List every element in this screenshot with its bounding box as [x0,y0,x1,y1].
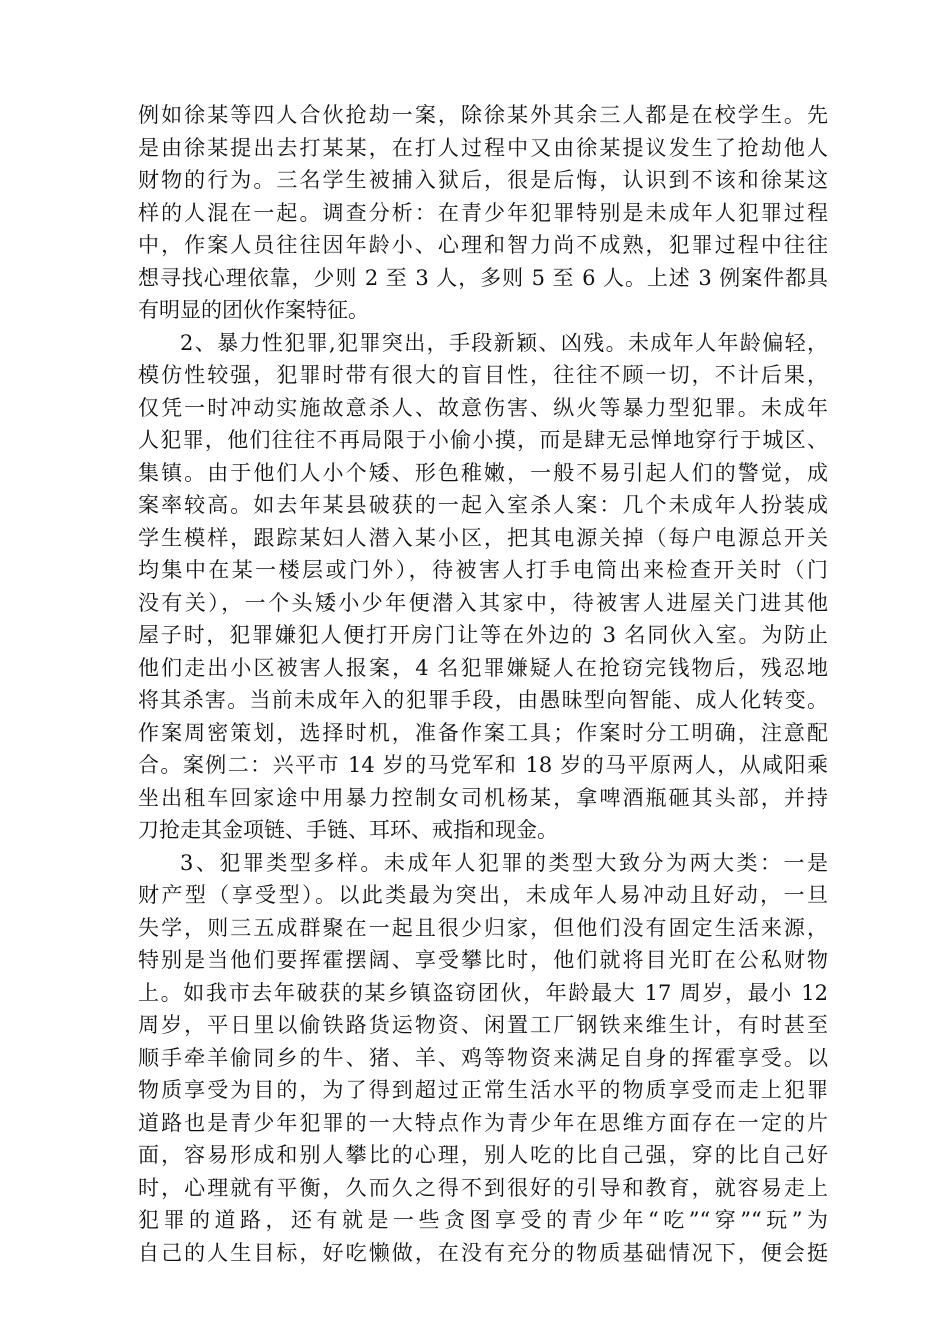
text-line: 仅凭一时冲动实施故意杀人、故意伤害、纵火等暴力型犯罪。未成年 [138,395,828,420]
text-line: 失学，则三五成群聚在一起且很少归家，但他们没有固定生活来源， [138,915,828,940]
text-line: 他们走出小区被害人报案，4 名犯罪嫌疑人在抢窃完钱物后，残忍地 [138,655,828,680]
text-line: 坐出租车回家途中用暴力控制女司机杨某，拿啤酒瓶砸其头部，并持 [138,785,828,810]
text-line: 例如徐某等四人合伙抢劫一案，除徐某外其余三人都是在校学生。先 [138,103,828,127]
text-line: 均集中在某一楼层或门外），待被害人打手电筒出来检查开关时（门 [138,558,828,582]
text-line: 屋子时，犯罪嫌犯人便打开房门让等在外边的 3 名同伙入室。为防止 [138,623,828,647]
text-line: 物质享受为目的，为了得到超过正常生活水平的物质享受而走上犯罪 [138,1078,828,1102]
paragraph-end-line: 刀抢走其金项链、手链、耳环、戒指和现金。 [138,818,558,842]
text-line: 道路也是青少年犯罪的一大特点作为青少年在思维方面存在一定的片 [138,1110,828,1135]
text-line: 集镇。由于他们人小个矮、形色稚嫩，一般不易引起人们的警觉，成 [138,460,828,485]
text-line: 案率较高。如去年某县破获的一起入室杀人案：几个未成年人扮装成 [138,493,828,517]
text-line: 犯罪的道路，还有就是一些贪图享受的青少年“吃”“穿”“玩”为 [138,1208,828,1232]
text-line: 特别是当他们要挥霍摆阔、享受攀比时，他们就将目光盯在公私财物 [138,948,828,972]
text-line: 作案周密策划，选择时机，准备作案工具；作案时分工明确，注意配 [138,720,828,745]
text-line: 自己的人生目标，好吃懒做，在没有充分的物质基础情况下，便会挺 [138,1240,828,1265]
text-line: 周岁，平日里以偷铁路货运物资、闲置工厂钢铁来维生计，有时甚至 [138,1013,828,1037]
text-line: 顺手牵羊偷同乡的牛、猪、羊、鸡等物资来满足自身的挥霍享受。以 [138,1045,828,1070]
text-line: 面，容易形成和别人攀比的心理，别人吃的比自己强，穿的比自己好 [138,1143,828,1167]
body-text [138,99,828,1269]
paragraph-end-line: 有明显的团伙作案特征。 [138,298,369,322]
paragraph-start-line: 2、暴力性犯罪,犯罪突出，手段新颖、凶残。未成年人年龄偏轻， [180,330,828,355]
text-line: 将其杀害。当前未成年入的犯罪手段，由愚昧型向智能、成人化转变。 [138,688,828,712]
text-line: 想寻找心理依靠，少则 2 至 3 人，多则 5 至 6 人。上述 3 例案件都具 [138,265,828,290]
text-line: 合。案例二：兴平市 14 岁的马党军和 18 岁的马平原两人，从咸阳乘 [138,753,828,777]
text-line: 时，心理就有平衡，久而久之得不到很好的引导和教育，就容易走上 [138,1175,828,1200]
paragraph-start-line: 3、犯罪类型多样。未成年人犯罪的类型大致分为两大类：一是 [180,850,828,875]
text-line: 没有关），一个头矮小少年便潜入其家中，待被害人进屋关门进其他 [138,590,828,615]
text-line: 中，作案人员往往因年龄小、心理和智力尚不成熟，犯罪过程中往往 [138,233,828,257]
text-line: 样的人混在一起。调查分析：在青少年犯罪特别是未成年人犯罪过程 [138,200,828,225]
text-line: 是由徐某提出去打某某，在打人过程中又由徐某提议发生了抢劫他人 [138,135,828,160]
text-line: 上。如我市去年破获的某乡镇盗窃团伙，年龄最大 17 周岁，最小 12 [138,980,828,1005]
text-line: 财产型（享受型）。以此类最为突出，未成年人易冲动且好动，一旦 [138,883,828,907]
text-line: 人犯罪，他们往往不再局限于小偷小摸，而是肆无忌惮地穿行于城区、 [138,428,828,452]
text-line: 财物的行为。三名学生被捕入狱后，很是后悔，认识到不该和徐某这 [138,168,828,192]
text-line: 学生模样，跟踪某妇人潜入某小区，把其电源关掉（每户电源总开关 [138,525,828,550]
text-line: 模仿性较强，犯罪时带有很大的盲目性，往往不顾一切，不计后果， [138,363,828,387]
